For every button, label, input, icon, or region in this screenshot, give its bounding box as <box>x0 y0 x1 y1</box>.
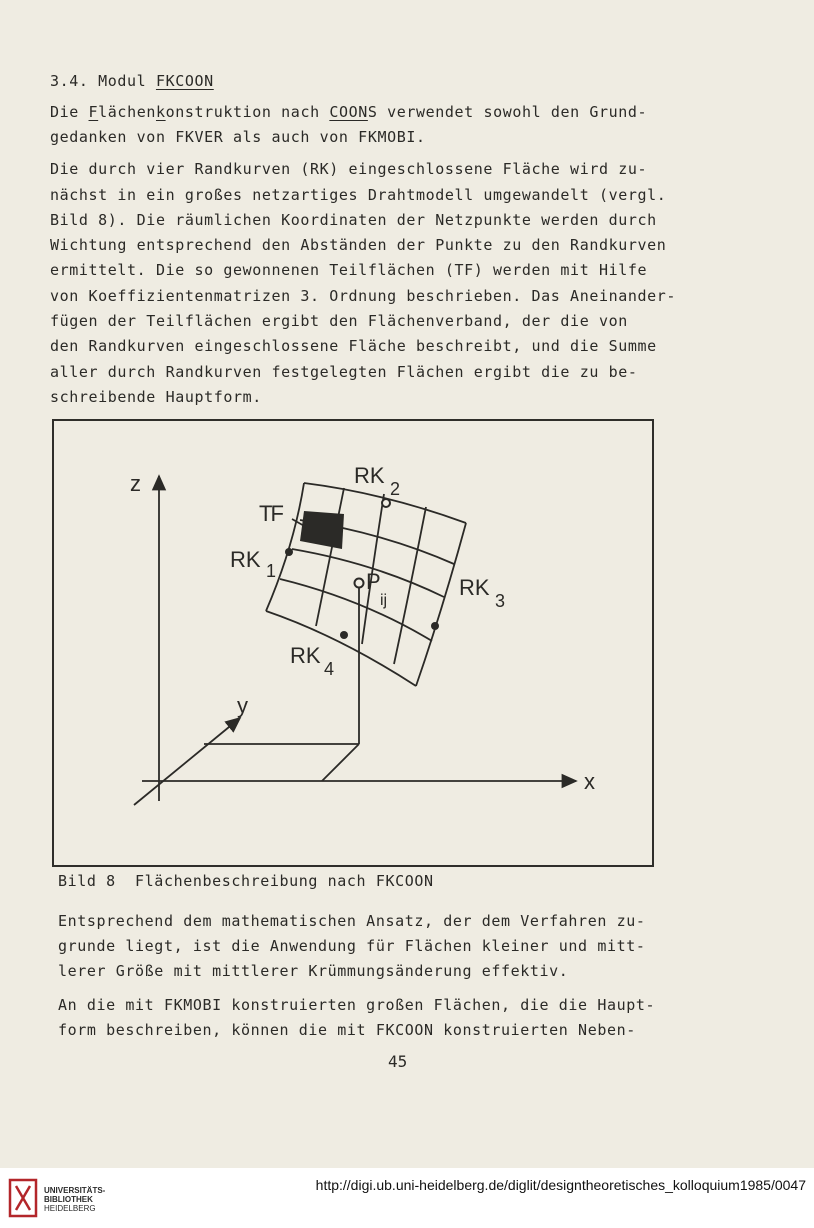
paragraph-1-line-2: gedanken von FKVER als auch von FKMOBI. <box>50 128 426 146</box>
paragraph-2-line: ermittelt. Die so gewonnenen Teilflächen (TF) werden mit Hilfe <box>50 261 648 279</box>
paragraph-2-line: Bild 8). Die räumlichen Koordinaten der Netzpunkte werden durch <box>50 211 657 229</box>
point-pij <box>355 579 364 588</box>
paragraph-2-line: Die durch vier Randkurven (RK) eingeschlossene Fläche wird zu- <box>50 160 648 178</box>
boundary-curve-rk4 <box>266 611 416 686</box>
projection-line <box>322 744 359 781</box>
p1-text-c: lächen <box>98 103 156 121</box>
p1-text-b: F <box>88 103 99 121</box>
rk3-subscript: 3 <box>495 591 506 611</box>
y-axis-label: y <box>237 693 248 718</box>
rk3-label: RK <box>459 575 490 600</box>
source-url-link[interactable]: http://digi.ub.uni-heidelberg.de/diglit/designtheoretisches_kolloquium1985/0047 <box>315 1177 806 1193</box>
point-rk1 <box>285 548 293 556</box>
paragraph-2-line: von Koeffizientenmatrizen 3. Ordnung beschrieben. Das Aneinander- <box>50 287 676 305</box>
partial-surface-tf <box>300 511 344 549</box>
footer-bar <box>0 1168 814 1228</box>
library-name <box>44 1186 105 1213</box>
heading-module-name: FKCOON <box>155 72 214 90</box>
paragraph-2-line: schreibende Hauptform. <box>50 388 262 406</box>
library-name-line: BIBLIOTHEK <box>44 1195 93 1204</box>
rk2-label: RK <box>354 463 385 488</box>
paragraph-2-line: fügen der Teilflächen ergibt den Flächenverband, der die von <box>50 312 628 330</box>
grid-line <box>394 507 426 664</box>
page-number: 45 <box>388 1052 408 1071</box>
rk2-subscript: 2 <box>390 479 401 499</box>
paragraph-2-line: nächst in ein großes netzartiges Drahtmodell umgewandelt (vergl. <box>50 186 667 204</box>
paragraph-2-line: den Randkurven eingeschlossene Fläche beschreibt, und die Summe <box>50 337 657 355</box>
rk1-subscript: 1 <box>266 561 277 581</box>
surface-diagram <box>54 421 652 865</box>
boundary-curve-rk3 <box>416 523 466 686</box>
rk4-subscript: 4 <box>324 659 335 679</box>
heading-prefix: 3.4. Modul <box>50 72 156 90</box>
tf-label: TF <box>259 501 282 526</box>
library-logo-icon <box>8 1176 40 1220</box>
point-rk4 <box>340 631 348 639</box>
section-heading <box>50 72 214 90</box>
grid-line <box>316 488 344 626</box>
p1-text-a: Die <box>50 103 89 121</box>
figure-frame <box>52 419 654 867</box>
paragraph-3-line: Entsprechend dem mathematischen Ansatz, der dem Verfahren zu- <box>58 912 646 930</box>
point-rk2 <box>382 499 390 507</box>
z-axis-label: z <box>130 471 141 496</box>
point-rk3 <box>431 622 439 630</box>
y-axis <box>134 718 240 805</box>
library-name-line: HEIDELBERG <box>44 1204 96 1213</box>
p1-text-d: k <box>155 103 166 121</box>
pij-subscript: ij <box>380 592 388 609</box>
paragraph-3-line: lerer Größe mit mittlerer Krümmungsänderung effektiv. <box>58 962 569 980</box>
p1-text-e: onstruktion nach <box>165 103 330 121</box>
figure-caption: Bild 8 Flächenbeschreibung nach FKCOON <box>58 872 434 890</box>
p1-text-g: S verwendet sowohl den Grund- <box>367 103 648 121</box>
library-name-line: UNIVERSITÄTS- <box>44 1186 106 1195</box>
pij-label: P <box>366 569 381 594</box>
paragraph-3-line: grunde liegt, ist die Anwendung für Flächen kleiner und mitt- <box>58 937 646 955</box>
paragraph-1-line-1 <box>50 103 647 121</box>
paragraph-4-line: form beschreiben, können die mit FKCOON konstruierten Neben- <box>58 1021 636 1039</box>
rk1-label: RK <box>230 547 261 572</box>
paragraph-2-line: aller durch Randkurven festgelegten Flächen ergibt die zu be- <box>50 363 638 381</box>
paragraph-2-line: Wichtung entsprechend den Abständen der Punkte zu den Randkurven <box>50 236 667 254</box>
x-axis-label: x <box>584 769 595 794</box>
p1-text-f: COON <box>329 103 368 121</box>
rk4-label: RK <box>290 643 321 668</box>
paragraph-4-line: An die mit FKMOBI konstruierten großen Flächen, die die Haupt- <box>58 996 656 1014</box>
